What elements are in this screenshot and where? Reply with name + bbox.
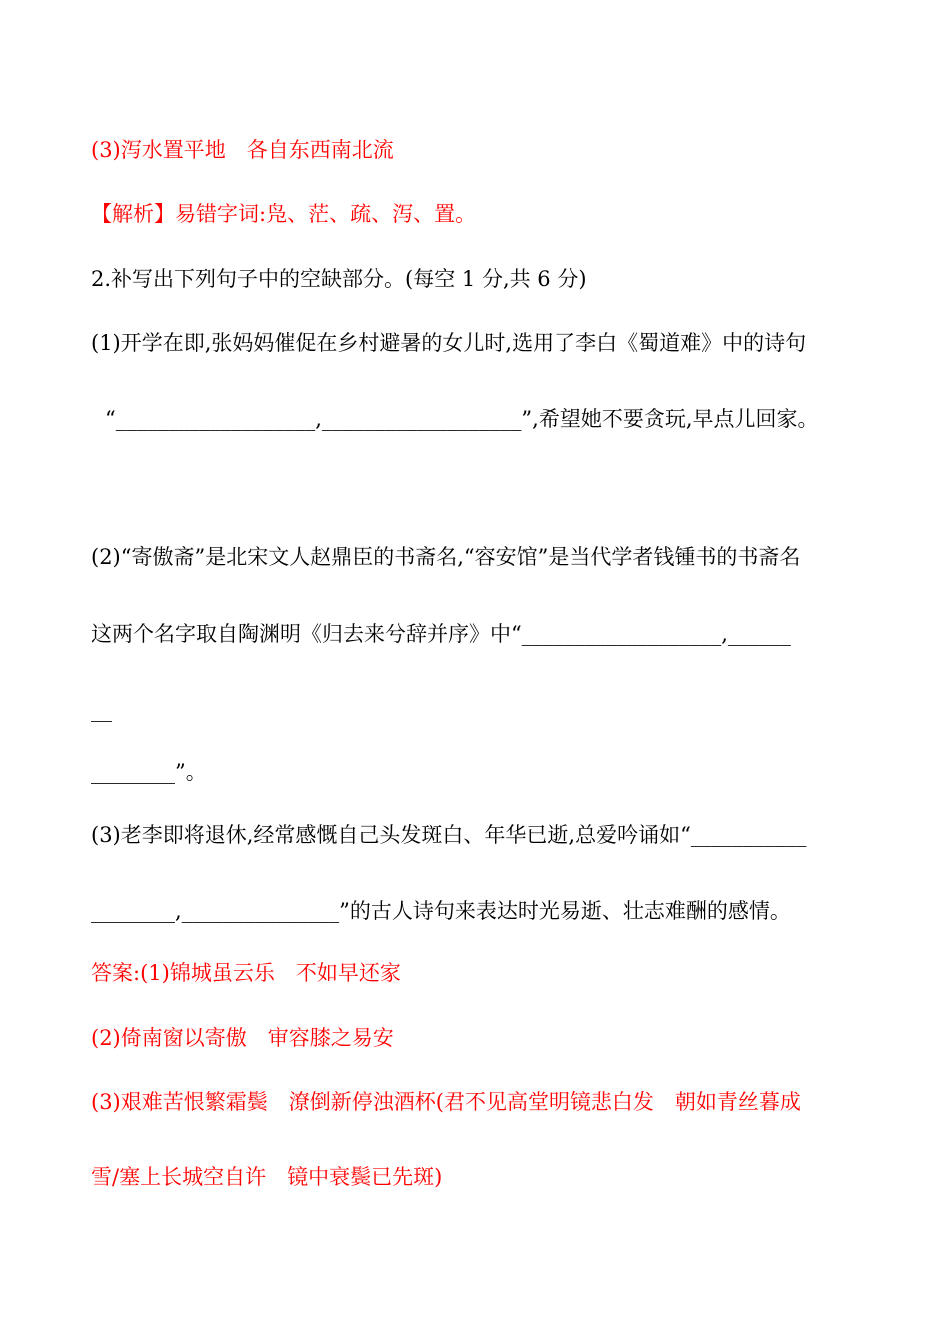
question-2-title: 2.补写出下列句子中的空缺部分。(每空 1 分,共 6 分) bbox=[91, 267, 587, 291]
answer-line-4: 雪/塞上长城空自许 镜中衰鬓已先斑) bbox=[91, 1165, 443, 1189]
question-2-item-2-line-3: __ bbox=[91, 698, 112, 722]
answer-line-3: (3)艰难苦恨繁霜鬓 潦倒新停浊酒杯(君不见高堂明镜悲白发 朝如青丝暮成 bbox=[91, 1090, 801, 1114]
question-2-item-1-line-2: “___________________,___________________”,希望她不要贪玩,早点儿回家。 bbox=[105, 407, 819, 431]
question-2-item-2-line-4: ________”。 bbox=[91, 760, 207, 784]
analysis-note: 【解析】易错字词:凫、茫、疏、泻、置。 bbox=[91, 202, 477, 226]
prev-answer-line-3: (3)泻水置平地 各自东西南北流 bbox=[91, 138, 394, 162]
answer-line-2: (2)倚南窗以寄傲 审容膝之易安 bbox=[91, 1026, 394, 1050]
question-2-item-1-line-1: (1)开学在即,张妈妈催促在乡村避暑的女儿时,选用了李白《蜀道难》中的诗句 bbox=[91, 331, 807, 355]
question-2-item-2-line-2: 这两个名字取自陶渊明《归去来兮辞并序》中“___________________,______ bbox=[91, 622, 791, 646]
question-2-item-3-line-1: (3)老李即将退休,经常感慨自己头发斑白、年华已逝,总爱吟诵如“___________ bbox=[91, 823, 807, 847]
answer-line-1: 答案:(1)锦城虽云乐 不如早还家 bbox=[91, 961, 401, 985]
question-2-item-2-line-1: (2)“寄傲斋”是北宋文人赵鼎臣的书斋名,“容安馆”是当代学者钱锺书的书斋名 bbox=[91, 545, 801, 569]
question-2-item-3-line-2: ________,_______________”的古人诗句来表达时光易逝、壮志难酬的感情。 bbox=[91, 899, 791, 923]
